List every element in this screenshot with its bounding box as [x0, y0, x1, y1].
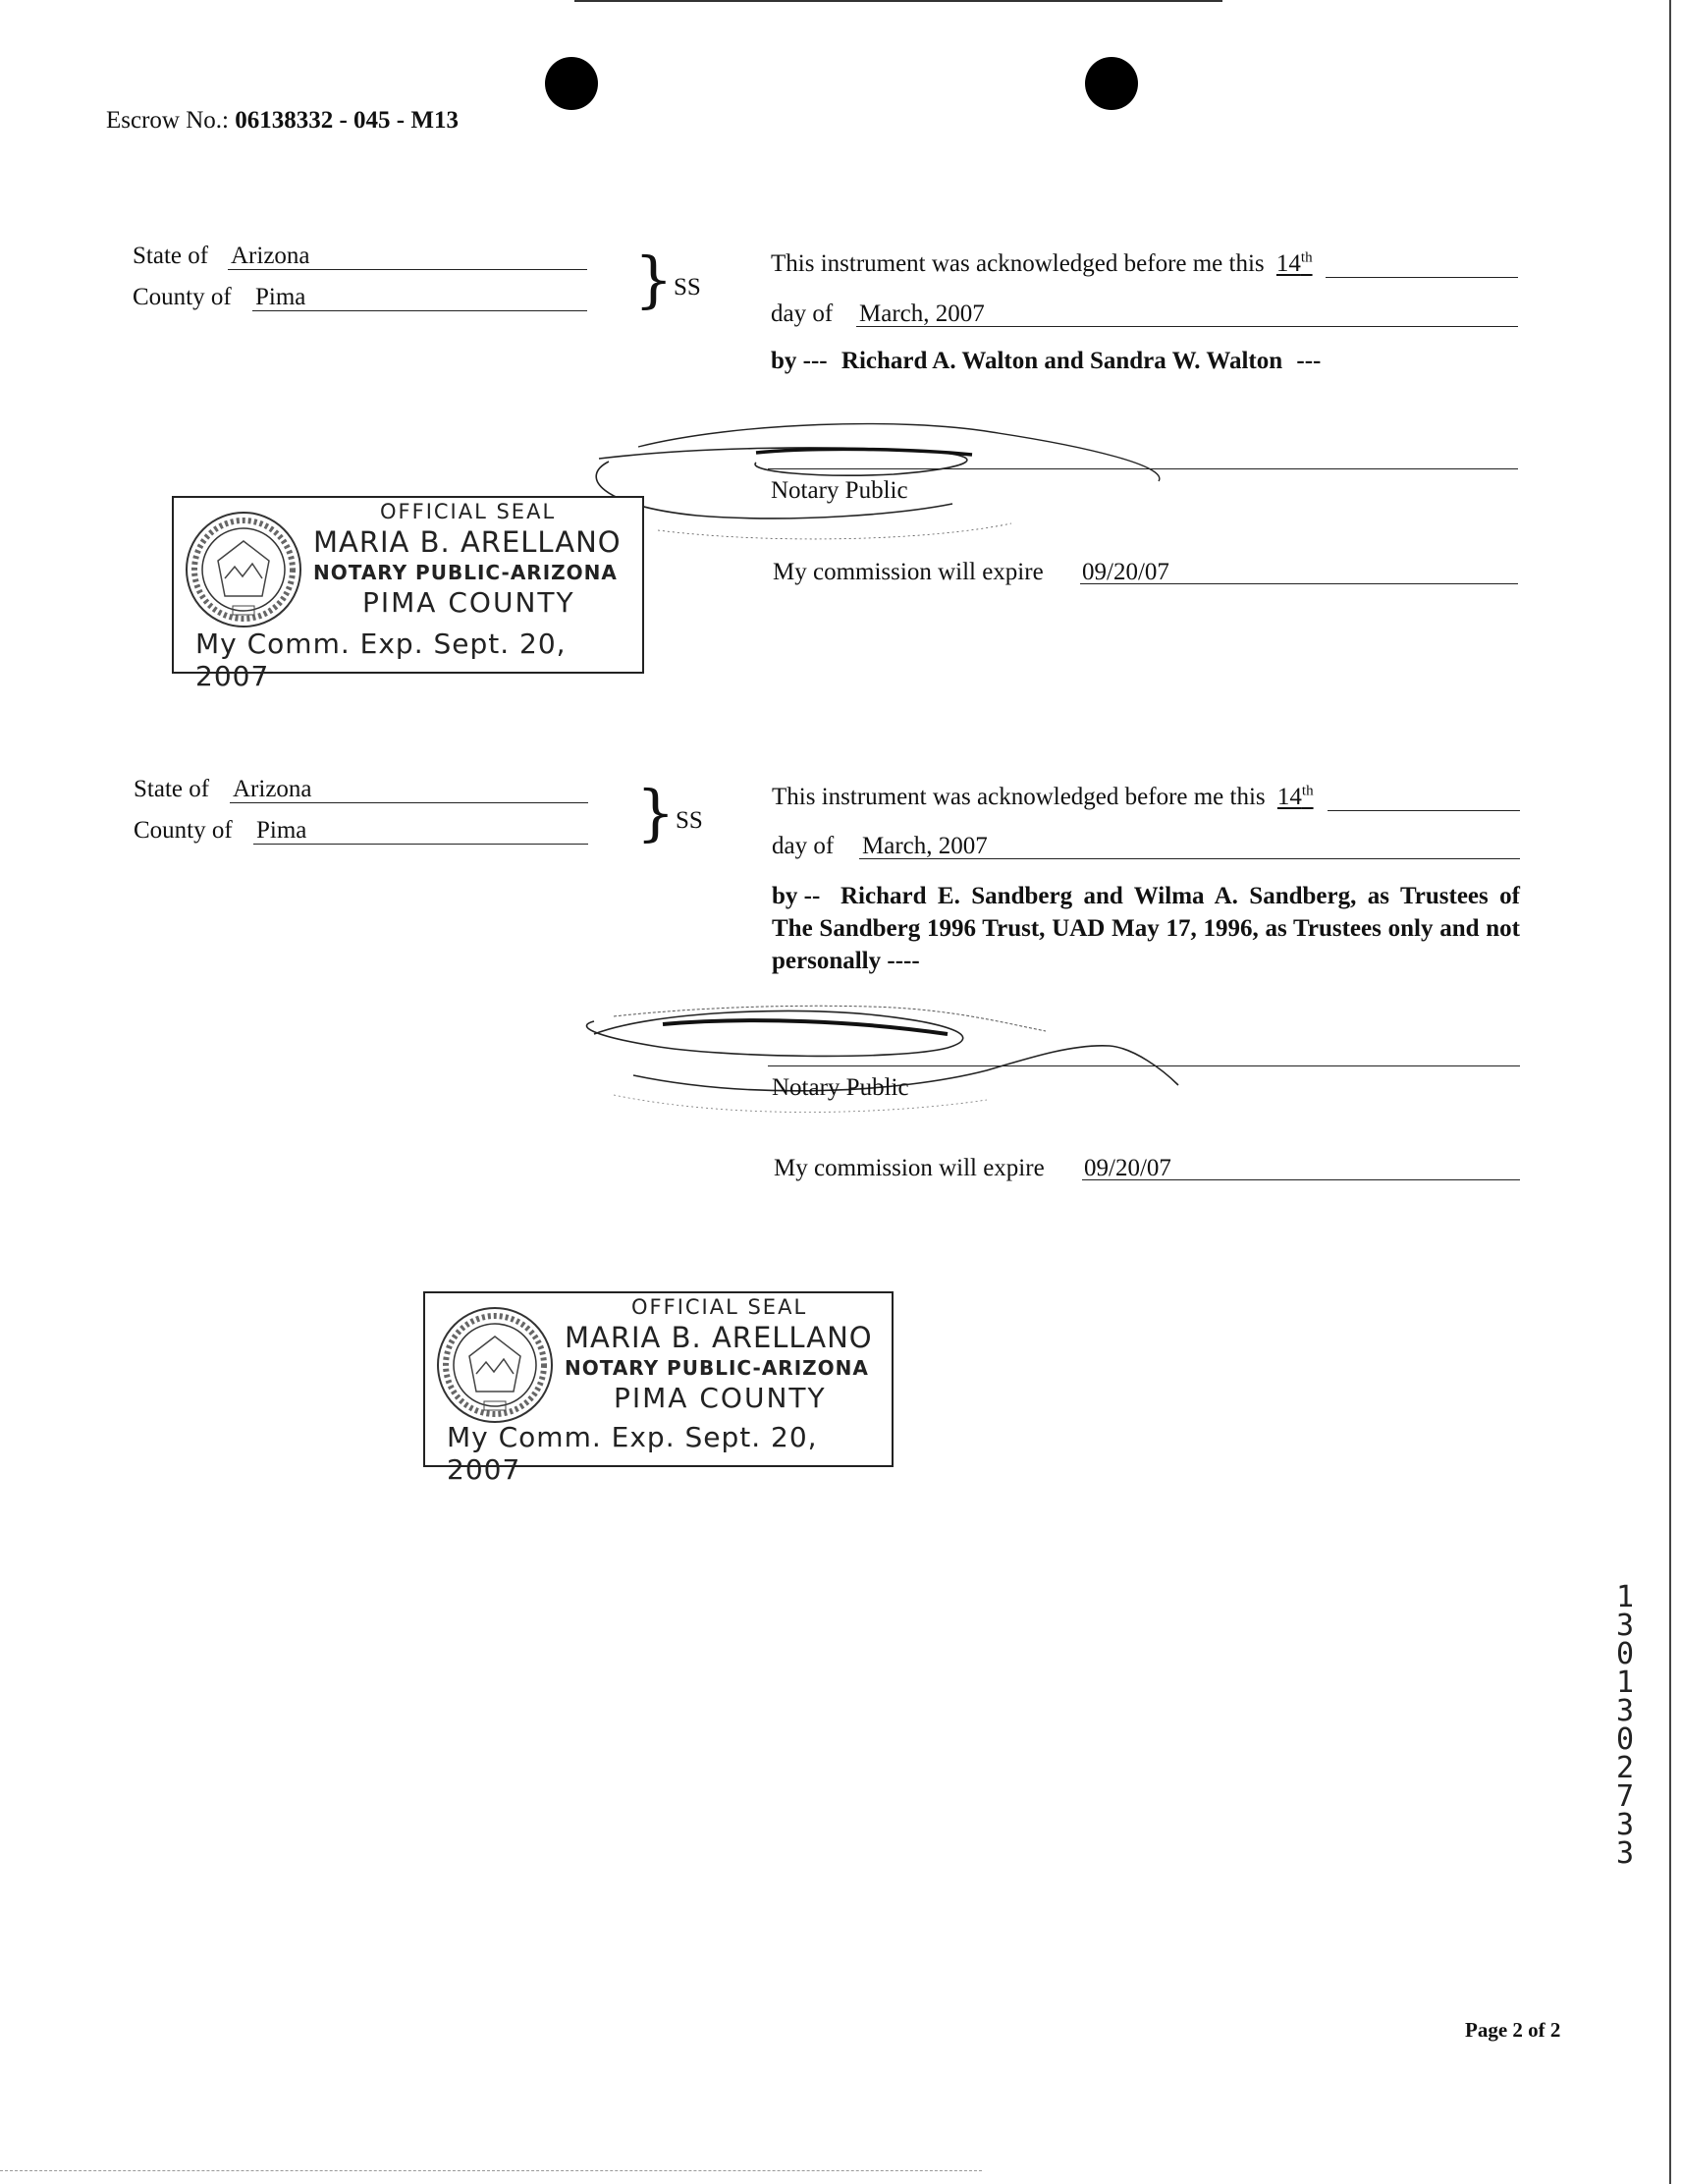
by-label-2: by --: [772, 883, 821, 909]
ack-underline-2: [1328, 810, 1520, 811]
page-number: Page 2 of 2: [1465, 2018, 1561, 2042]
day-of-label-1: day of: [771, 300, 834, 327]
notary-signature-line-1: [768, 468, 1518, 469]
seal-title-2: NOTARY PUBLIC-ARIZONA: [565, 1356, 869, 1380]
state-label-2: State of: [134, 776, 210, 802]
date-2: March, 2007: [862, 833, 988, 859]
seal-name-1: MARIA B. ARELLANO: [313, 525, 622, 559]
brace-2: }: [636, 777, 676, 848]
date-underline-2: [859, 858, 1520, 859]
seal-official-2: OFFICIAL SEAL: [631, 1295, 808, 1319]
escrow-line: [106, 106, 459, 136]
by-paragraph-2: [772, 880, 1520, 977]
state-underline-1: [228, 269, 587, 270]
state-underline-2: [230, 802, 588, 803]
ss-2: SS: [676, 807, 703, 834]
by-names-2: Richard E. Sandberg and Wilma A. Sandberg, as Trustees of The Sandberg 1996 Trust, UAD May 17, 1996, as Trustees only and not personally ----: [772, 883, 1520, 974]
notary-seal-2: [423, 1291, 894, 1486]
state-value-1: Arizona: [231, 243, 310, 269]
ss-1: SS: [674, 274, 701, 300]
by-names-1: Richard A. Walton and Sandra W. Walton: [840, 348, 1283, 374]
notary-label-1: Notary Public: [771, 477, 908, 504]
top-border: [574, 0, 1222, 2]
seal-official-1: OFFICIAL SEAL: [380, 500, 557, 523]
ack-day-2: 14: [1276, 784, 1302, 810]
bottom-scan-artifact: [0, 2170, 982, 2171]
seal-title-1: NOTARY PUBLIC-ARIZONA: [313, 561, 618, 584]
date-1: March, 2007: [859, 300, 985, 327]
ack-label-1: This instrument was acknowledged before me this: [771, 250, 1265, 277]
commission-underline-2: [1082, 1179, 1520, 1180]
state-seal-emblem-icon: [184, 510, 303, 629]
date-underline-1: [856, 326, 1518, 327]
county-underline-1: [252, 310, 587, 311]
commission-date-2: 09/20/07: [1084, 1155, 1171, 1181]
seal-name-2: MARIA B. ARELLANO: [565, 1321, 873, 1354]
state-label-1: State of: [133, 243, 209, 269]
by-suffix-1: ---: [1296, 348, 1322, 374]
notary-seal-1: [172, 496, 644, 692]
punch-hole-left: [545, 57, 598, 110]
seal-county-1: PIMA COUNTY: [362, 586, 575, 619]
notary-signature-line-2: [768, 1065, 1520, 1066]
county-label-1: County of: [133, 284, 232, 310]
state-seal-emblem-icon: [435, 1305, 555, 1425]
county-label-2: County of: [134, 817, 233, 844]
ack-label-2: This instrument was acknowledged before me this: [772, 784, 1266, 810]
seal-expiration-2: My Comm. Exp. Sept. 20, 2007: [447, 1421, 818, 1486]
commission-label-2: My commission will expire: [774, 1155, 1045, 1181]
day-of-label-2: day of: [772, 833, 835, 859]
state-value-2: Arizona: [233, 776, 312, 802]
ack-day-1: 14: [1275, 250, 1301, 277]
notary-label-2: Notary Public: [772, 1074, 909, 1101]
county-value-1: Pima: [255, 284, 306, 310]
seal-county-2: PIMA COUNTY: [614, 1382, 827, 1414]
ack-day-suffix-1: th: [1300, 249, 1313, 266]
recording-number-top: 13013: [1615, 1580, 1635, 1728]
commission-date-1: 09/20/07: [1082, 559, 1169, 585]
brace-1: }: [634, 244, 674, 315]
commission-underline-1: [1080, 583, 1518, 584]
by-line-1: [771, 347, 1321, 376]
county-underline-2: [253, 844, 588, 845]
by-label-1: by ---: [771, 348, 828, 374]
escrow-number: 06138332 - 045 - M13: [235, 107, 459, 134]
right-border: [1669, 0, 1671, 2184]
county-value-2: Pima: [256, 817, 307, 844]
ack-day-suffix-2: th: [1301, 783, 1314, 799]
seal-expiration-1: My Comm. Exp. Sept. 20, 2007: [195, 628, 567, 692]
commission-label-1: My commission will expire: [773, 559, 1044, 585]
ack-text-1: [771, 249, 1313, 279]
recording-number-bottom: 02733: [1615, 1722, 1635, 1871]
escrow-label: Escrow No.:: [106, 107, 229, 134]
ack-text-2: [772, 783, 1314, 812]
ack-underline-1: [1326, 277, 1518, 278]
punch-hole-right: [1085, 57, 1138, 110]
